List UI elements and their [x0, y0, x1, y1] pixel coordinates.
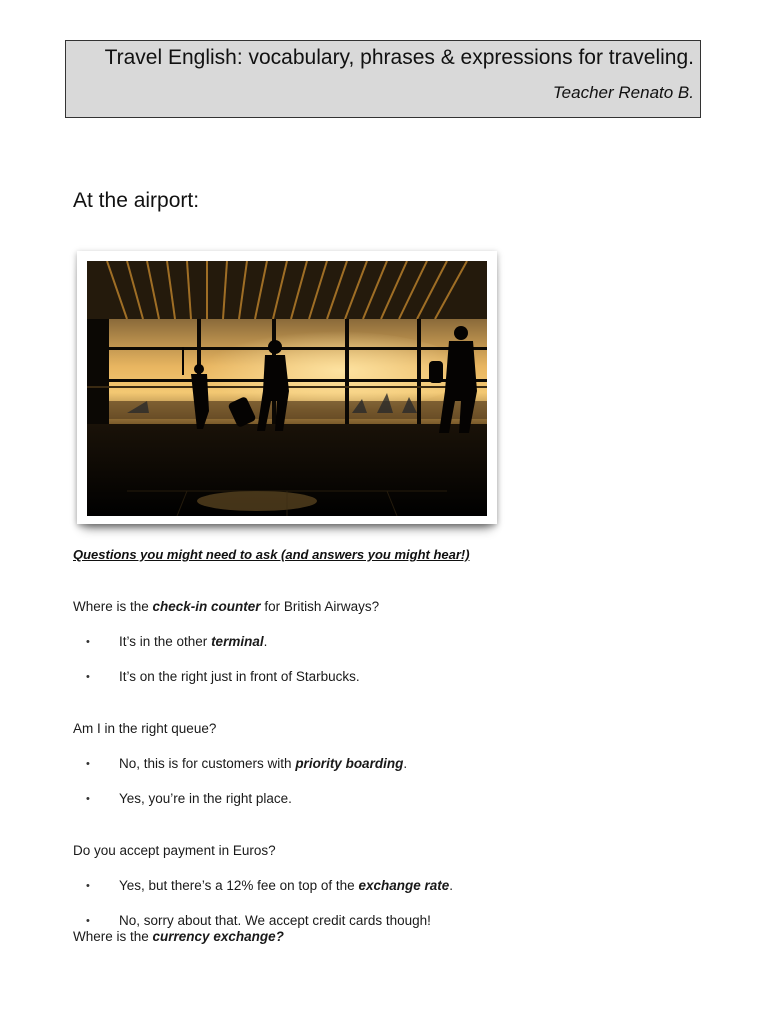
keyword-priority-boarding: priority boarding [295, 756, 404, 771]
question-right-queue: Am I in the right queue? [73, 721, 217, 736]
text: It’s in the other [119, 634, 212, 649]
text: Where is the [73, 599, 153, 614]
text: Yes, but there’s a 12% fee on top of the [119, 878, 359, 893]
text: Where is the [73, 929, 153, 944]
airport-silhouette-photo [87, 261, 487, 516]
keyword-exchange-rate: exchange rate [358, 878, 450, 893]
document-title: Travel English: vocabulary, phrases & expressions for traveling. [104, 46, 694, 69]
keyword-check-in-counter: check-in counter [152, 599, 261, 614]
answer-other-terminal [119, 634, 267, 649]
question-check-in-counter [73, 599, 379, 614]
text: . [449, 878, 453, 893]
keyword-currency-exchange: currency exchange? [152, 929, 284, 944]
bullet-icon: • [86, 915, 90, 927]
question-currency-exchange [73, 929, 284, 944]
bullet-icon: • [86, 793, 90, 805]
author-name: Teacher Renato B. [552, 83, 694, 102]
answer-credit-cards: No, sorry about that. We accept credit cards though! [119, 913, 431, 928]
answer-right-place: Yes, you’re in the right place. [119, 791, 292, 806]
airport-photo [77, 251, 497, 524]
bullet-icon: • [86, 758, 90, 770]
text: . [403, 756, 408, 771]
keyword-terminal: terminal [211, 634, 264, 649]
question-payment-euros: Do you accept payment in Euros? [73, 843, 276, 858]
bullet-icon: • [86, 636, 90, 648]
answer-priority-boarding [119, 756, 407, 771]
qa-subheading: Questions you might need to ask (and answers you might hear!) [73, 547, 470, 562]
answer-exchange-rate [119, 878, 453, 893]
answer-starbucks: It’s on the right just in front of Starbucks. [119, 669, 360, 684]
bullet-icon: • [86, 671, 90, 683]
text: . [263, 634, 268, 649]
text: No, this is for customers with [119, 756, 296, 771]
title-box [65, 40, 701, 118]
bullet-icon: • [86, 880, 90, 892]
text: for British Airways? [260, 599, 380, 614]
section-heading: At the airport: [73, 189, 200, 212]
